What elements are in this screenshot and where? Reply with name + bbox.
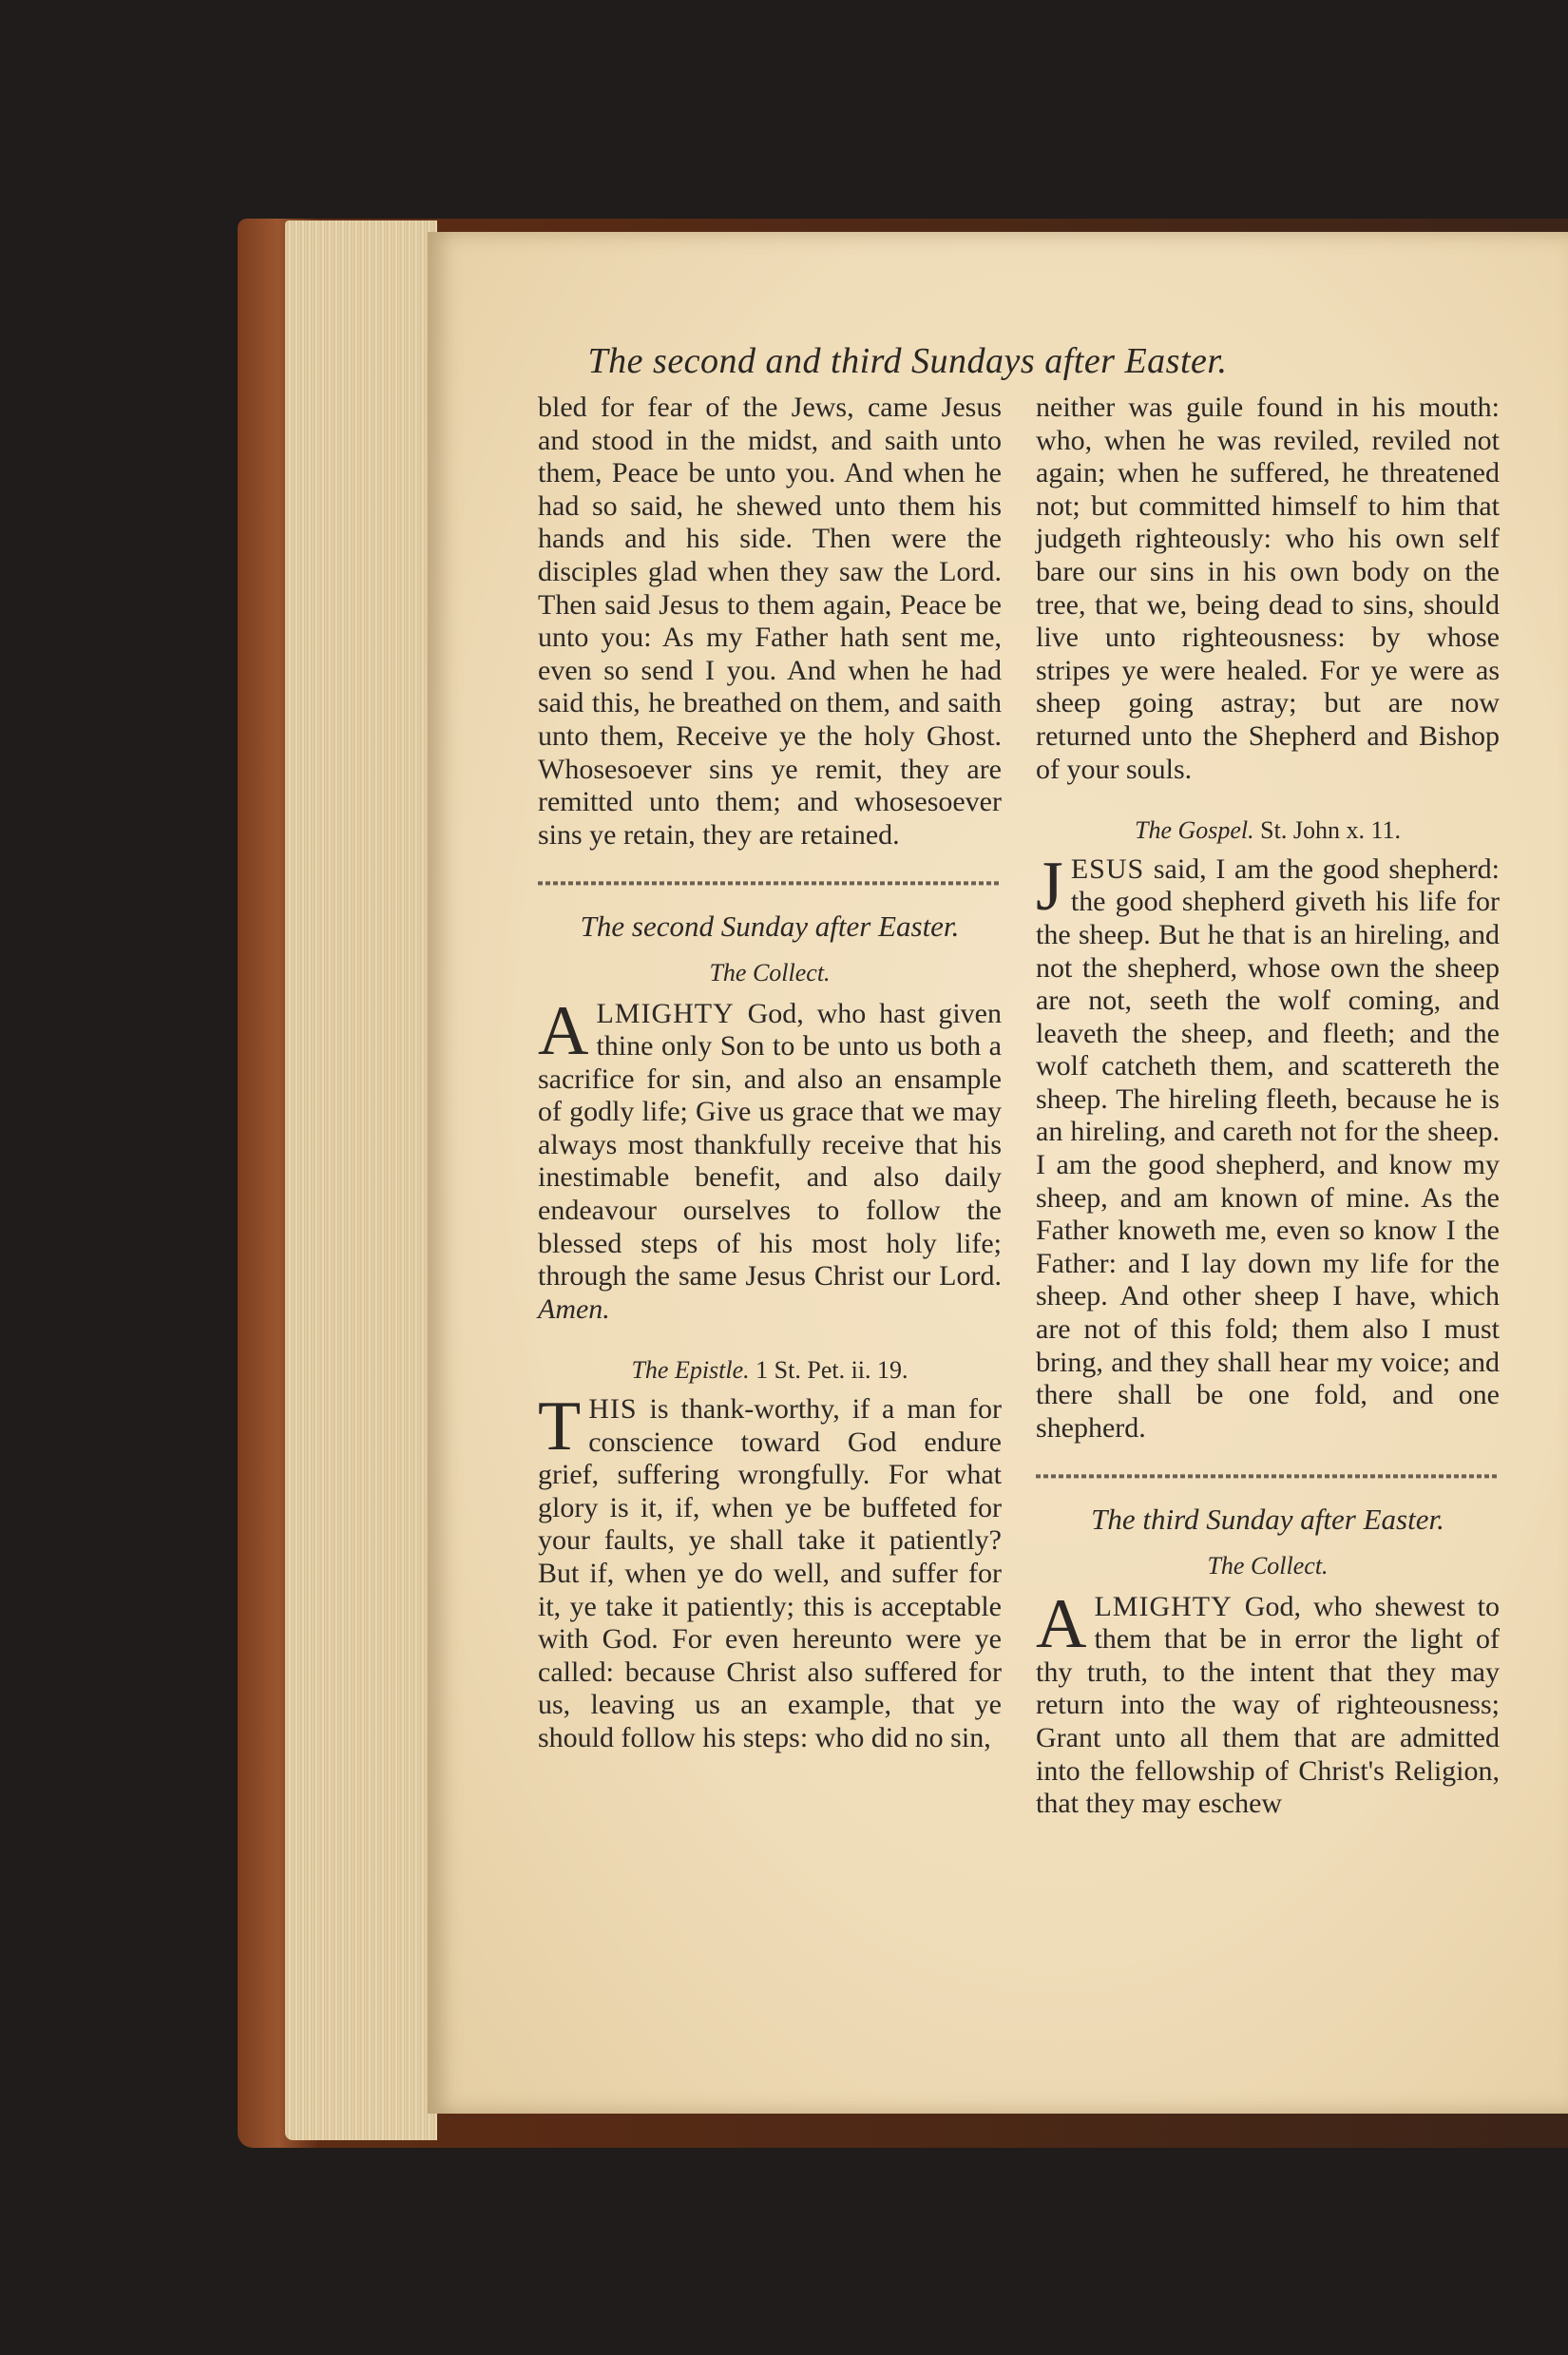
epistle-heading — [538, 1354, 1002, 1388]
drop-cap: A — [538, 991, 589, 1070]
running-title: The second and third Sundays after Easter. — [587, 341, 1228, 381]
gospel-paragraph — [1036, 847, 1500, 1446]
collect-heading: The Collect. — [709, 958, 831, 986]
collect-caps: LMIGHTY — [596, 997, 735, 1029]
epistle-text: is thank-worthy, if a man for conscience toward God endure grief, suffering wrongfully. For what glory is it, if, when ye be buffeted for your faults, ye shall take it patiently? But if, when ye do well, and suffer for it, ye take it patiently; this is acceptable with God. For even hereunto were ye called: because Christ also suffered for us, leaving us an example, that ye should follow his steps: who did no sin, — [538, 1393, 1002, 1753]
collect-paragraph — [538, 991, 1002, 1327]
right-column — [1036, 392, 1500, 1821]
gospel-continuation: bled for fear of the Jews, came Jesus and stood in the midst, and saith unto them, Peace be unto you. And when he had so said, he shewed unto them his hands and his side. Then were the disciples glad when they saw the Lord. Then said Jesus to them again, Peace be unto you: As my Father hath sent me, even so send I you. And when he had said this, he breathed on them, and saith unto them, Receive ye the holy Ghost. Whosesoever sins ye remit, they are remitted unto them; and whosesoever sins ye retain, they are retained. — [538, 392, 1002, 851]
section-title-third-sunday: The third Sunday after Easter. — [1091, 1503, 1444, 1537]
ornamental-rule — [1036, 1471, 1500, 1481]
drop-cap: A — [1036, 1584, 1087, 1663]
collect-text: God, who shewest to them that be in error the light of thy truth, to the intent that they may return into the way of righteousness; Grant unto all them that are admitted into the fellowship of Christ's Religion, that they may eschew — [1036, 1590, 1500, 1820]
epistle-continuation: neither was guile found in his mouth: who, when he was reviled, reviled not again; when he suffered, he threatened not; but committed himself to him that judgeth righteously: who his own self bare our sins in his own body on the tree, that we, being dead to sins, should live unto righteousness: by whose stripes ye were healed. For ye were as sheep going astray; but are now returned unto the Shepherd and Bishop of your souls. — [1036, 392, 1500, 785]
gospel-heading — [1036, 814, 1500, 848]
epistle-label: The Epistle. — [631, 1356, 750, 1385]
epistle-ref: 1 St. Pet. ii. 19. — [755, 1356, 908, 1385]
drop-cap: J — [1036, 847, 1063, 926]
page-edges — [285, 220, 437, 2140]
amen: Amen. — [538, 1292, 610, 1325]
epistle-paragraph — [538, 1388, 1002, 1755]
collect-text: God, who hast given thine only Son to be unto us both a sacrifice for sin, and also an ensample of godly life; Give us grace that we may always most thankfully receive that his inestimable benefit, and also daily endeavour ourselves to follow the blessed steps of his most holy life; through the same Jesus Christ our Lord. — [538, 997, 1002, 1292]
gospel-caps: ESUS — [1070, 852, 1145, 885]
ornamental-rule — [538, 878, 1002, 888]
collect-paragraph — [1036, 1584, 1500, 1821]
gospel-ref: St. John x. 11. — [1260, 816, 1401, 845]
gospel-text: said, I am the good shepherd: the good shepherd giveth his life for the sheep. But he that is an hireling, and not the shepherd, whose own the sheep are not, seeth the wolf coming, and leaveth the sheep, and fleeth; and the wolf catcheth them, and scattereth the sheep. The hireling fleeth, because he is an hireling, and careth not for the sheep. I am the good shepherd, and know my sheep, and am known of mine. As the Father knoweth me, even so know I the Father: and I lay down my life for the sheep. And other sheep I have, which are not of this fold; them also I must bring, and they shall hear my voice; and there shall be one fold, and one shepherd. — [1036, 852, 1500, 1444]
collect-heading: The Collect. — [1207, 1552, 1329, 1580]
gospel-label: The Gospel. — [1134, 816, 1254, 845]
left-column — [538, 392, 1002, 1755]
collect-caps: LMIGHTY — [1094, 1590, 1233, 1622]
section-title-second-sunday: The second Sunday after Easter. — [580, 909, 960, 944]
drop-cap: T — [538, 1388, 582, 1466]
epistle-caps: HIS — [588, 1393, 638, 1426]
